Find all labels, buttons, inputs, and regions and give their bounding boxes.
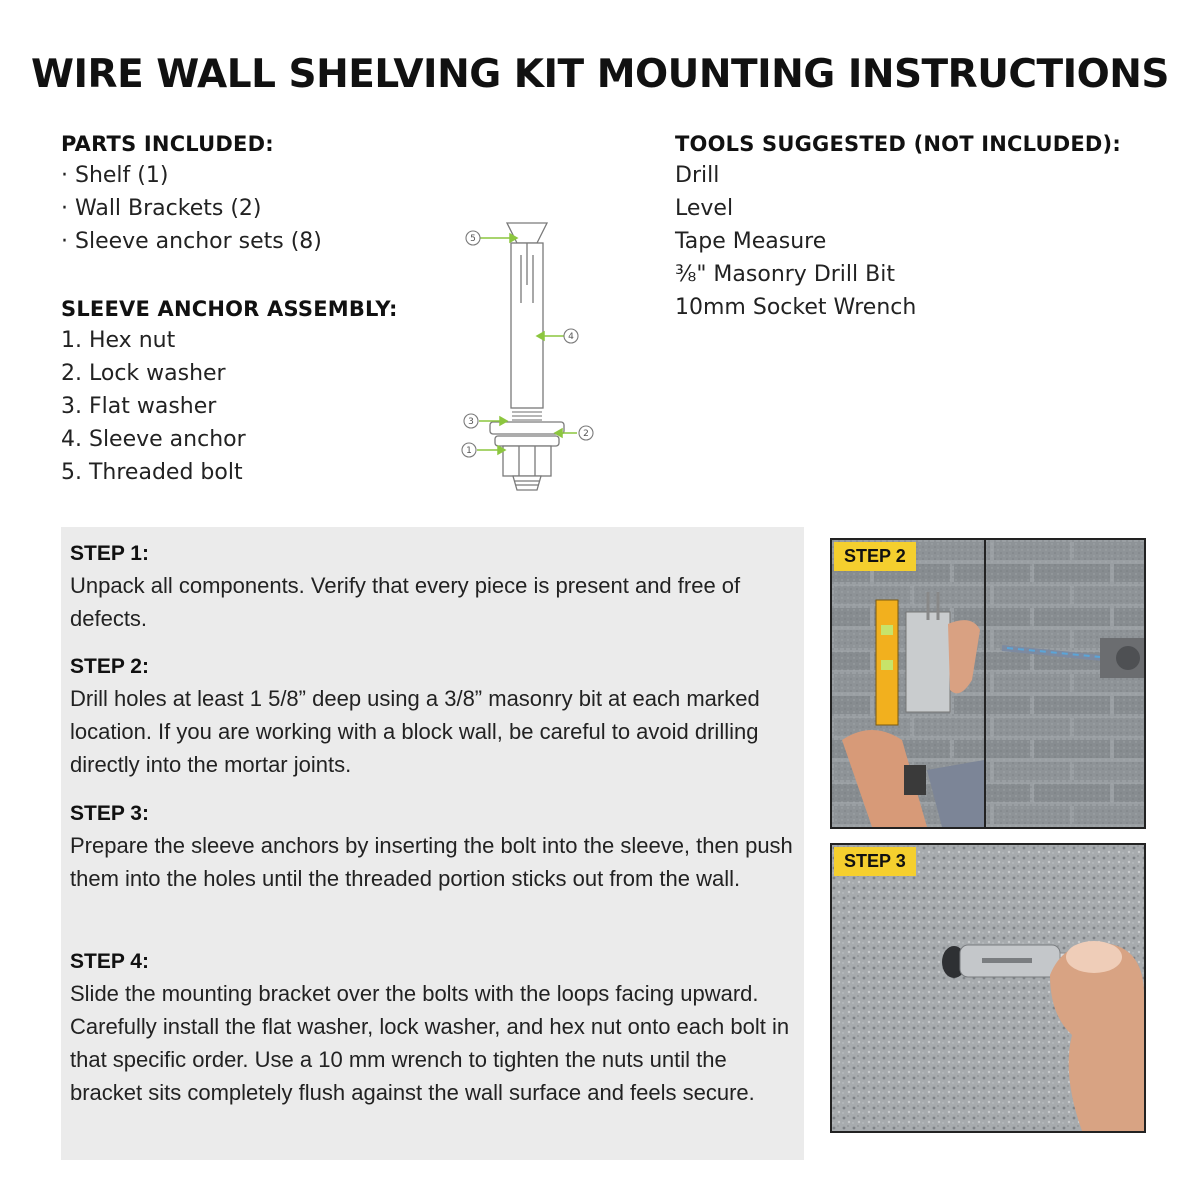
parts-item: · Wall Brackets (2) xyxy=(61,196,262,221)
step-4 xyxy=(70,947,798,1109)
assembly-item: 1. Hex nut xyxy=(61,328,176,353)
parts-included-section xyxy=(61,131,322,258)
page-title: WIRE WALL SHELVING KIT MOUNTING INSTRUCTIONS xyxy=(31,52,1169,97)
step-text: Prepare the sleeve anchors by inserting the bolt into the sleeve, then push them into the holes until the threaded portion sticks out from the wall. xyxy=(70,833,793,891)
step-2-illustration xyxy=(832,540,1144,827)
parts-item: · Sleeve anchor sets (8) xyxy=(61,229,322,254)
parts-item: · Shelf (1) xyxy=(61,163,169,188)
callout-1-label: 1 xyxy=(466,446,472,456)
tools-item: 10mm Socket Wrench xyxy=(675,295,917,320)
callout-2-label: 2 xyxy=(583,429,589,439)
steps-panel xyxy=(61,527,804,1160)
sleeve-anchor-assembly-section xyxy=(61,296,398,489)
callout-3-label: 3 xyxy=(468,417,474,427)
step-3-illustration xyxy=(832,845,1144,1131)
step-heading: STEP 1: xyxy=(70,542,149,565)
tools-item: ⅜" Masonry Drill Bit xyxy=(675,262,895,287)
step-heading: STEP 3: xyxy=(70,802,149,825)
step-text: Unpack all components. Verify that every piece is present and free of defects. xyxy=(70,573,741,631)
tools-item: Tape Measure xyxy=(675,229,827,254)
parts-heading: PARTS INCLUDED: xyxy=(61,132,274,156)
step-1 xyxy=(70,539,798,635)
assembly-item: 5. Threaded bolt xyxy=(61,460,243,485)
tools-item: Drill xyxy=(675,163,720,188)
assembly-item: 4. Sleeve anchor xyxy=(61,427,246,452)
assembly-item: 2. Lock washer xyxy=(61,361,226,386)
step-3-photo xyxy=(830,843,1146,1133)
tools-item: Level xyxy=(675,196,734,221)
tools-heading: TOOLS SUGGESTED (NOT INCLUDED): xyxy=(675,132,1121,156)
callout-5-label: 5 xyxy=(470,234,476,244)
callout-4-label: 4 xyxy=(568,332,574,342)
step-3-badge: STEP 3 xyxy=(834,847,916,876)
assembly-heading: SLEEVE ANCHOR ASSEMBLY: xyxy=(61,297,398,321)
step-heading: STEP 4: xyxy=(70,950,149,973)
tools-suggested-section xyxy=(675,131,1121,324)
assembly-item: 3. Flat washer xyxy=(61,394,217,419)
step-text: Drill holes at least 1 5/8” deep using a 3/8” masonry bit at each marked location. If you are working with a block wall, be careful to avoid drilling directly into the mortar joints. xyxy=(70,686,760,777)
step-text: Slide the mounting bracket over the bolts with the loops facing upward. Carefully install the flat washer, lock washer, and hex nut onto each bolt in that specific order. Use a 10 mm wrench to tighten the nuts until the bracket sits completely flush against the wall surface and feels secure. xyxy=(70,981,790,1105)
step-3 xyxy=(70,799,798,895)
step-2-photo xyxy=(830,538,1146,829)
sleeve-anchor-diagram xyxy=(455,215,605,500)
step-2-badge: STEP 2 xyxy=(834,542,916,571)
step-heading: STEP 2: xyxy=(70,655,149,678)
step-2 xyxy=(70,652,798,781)
